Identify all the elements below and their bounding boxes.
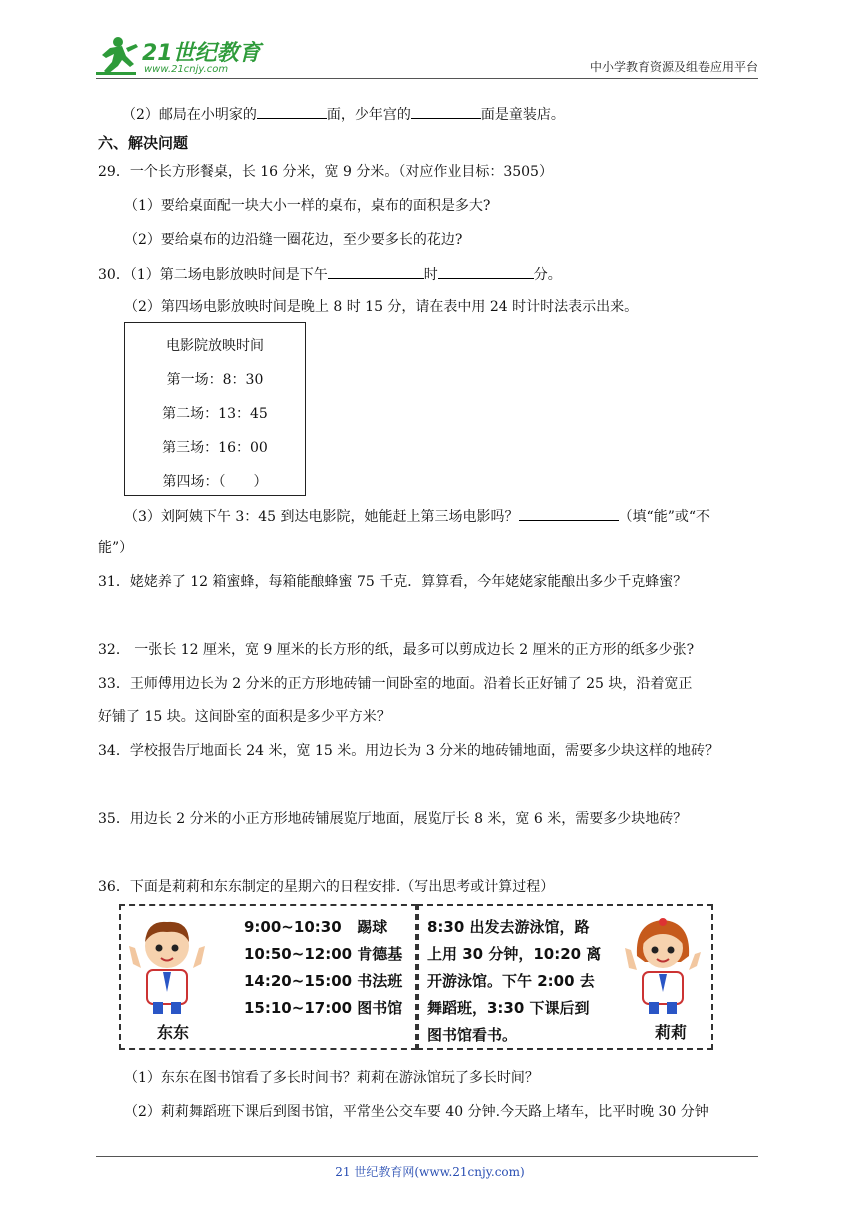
q30-p3-suffix: （填“能”或“不 bbox=[618, 509, 711, 525]
boy-avatar-icon bbox=[127, 912, 207, 1020]
question-33-line-2: 好铺了 15 块。这间卧室的面积是多少平方米？ bbox=[98, 709, 391, 725]
q30-mid: 时 bbox=[423, 267, 438, 283]
q28-mid: 面，少年宫的 bbox=[326, 107, 411, 123]
lili-name: 莉莉 bbox=[655, 1023, 688, 1042]
activity: 图书馆 bbox=[357, 999, 403, 1017]
question-33-line-1: 33．王师傅用边长为 2 分米的正方形地砖铺一间卧室的地面。沿着长正好铺了 25 块，沿着宽正 bbox=[98, 676, 693, 692]
page-footer: 21 世纪教育网(www.21cnjy.com) bbox=[335, 1165, 525, 1179]
page-header bbox=[96, 28, 758, 80]
question-28-part-2 bbox=[122, 104, 565, 125]
q30-suffix: 分。 bbox=[533, 267, 562, 283]
q30-prefix: 30．（1）第二场电影放映时间是下午 bbox=[98, 267, 328, 283]
header-divider bbox=[96, 78, 758, 79]
lili-line-3: 开游泳馆。下午 2:00 去 bbox=[427, 972, 595, 990]
table-row: 第一场：8：30 bbox=[166, 372, 264, 388]
dongdong-row-3 bbox=[244, 970, 402, 991]
dongdong-row-1 bbox=[244, 916, 387, 937]
dongdong-name: 东东 bbox=[157, 1023, 190, 1042]
girl-avatar-icon bbox=[623, 912, 703, 1020]
logo-text: 21世纪教育 bbox=[142, 41, 261, 66]
question-30-part-3-cont: 能”） bbox=[98, 540, 134, 556]
question-29-part-2: （2）要给桌布的边沿缝一圈花边，至少要多长的花边? bbox=[124, 232, 463, 248]
lili-line-2: 上用 30 分钟，10:20 离 bbox=[427, 945, 602, 963]
question-36-part-1: （1）东东在图书馆看了多长时间书？莉莉在游泳馆玩了多长时间？ bbox=[124, 1070, 539, 1086]
logo-url: www.21cnjy.com bbox=[144, 64, 229, 75]
question-30-part-2: （2）第四场电影放映时间是晚上 8 时 15 分，请在表中用 24 时计时法表示出来。 bbox=[124, 299, 639, 315]
table-row[interactable]: 第四场：（ ） bbox=[162, 474, 268, 490]
time-range: 14:20~15:00 bbox=[244, 972, 353, 990]
q28-prefix: （2）邮局在小明家的 bbox=[122, 107, 257, 123]
activity: 书法班 bbox=[357, 972, 403, 990]
table-row: 第二场：13：45 bbox=[162, 406, 268, 422]
platform-name: 中小学教育资源及组卷应用平台 bbox=[589, 60, 758, 74]
time-range: 15:10~17:00 bbox=[244, 999, 353, 1017]
answer-blank[interactable] bbox=[411, 104, 481, 119]
activity: 踢球 bbox=[357, 918, 388, 936]
question-30-part-3 bbox=[124, 506, 710, 527]
q30-p3-prefix: （3）刘阿姨下午 3：45 到达电影院，她能赶上第三场电影吗？ bbox=[124, 509, 519, 525]
dongdong-row-4 bbox=[244, 997, 402, 1018]
question-36: 36．下面是莉莉和东东制定的星期六的日程安排.（写出思考或计算过程） bbox=[98, 879, 555, 895]
q28-suffix: 面是童装店。 bbox=[480, 107, 565, 123]
question-32: 32． 一张长 12 厘米，宽 9 厘米的长方形的纸，最多可以剪成边长 2 厘米的正方形的纸多少张? bbox=[98, 642, 695, 658]
answer-blank[interactable] bbox=[438, 264, 534, 279]
question-36-part-2: （2）莉莉舞蹈班下课后到图书馆，平常坐公交车要 40 分钟.今天路上堵车，比平时晚 30 分钟 bbox=[124, 1104, 709, 1120]
site-logo bbox=[96, 34, 276, 78]
question-35: 35．用边长 2 分米的小正方形地砖铺展览厅地面，展览厅长 8 米，宽 6 米，需要多少块地砖？ bbox=[98, 811, 688, 827]
dongdong-row-2 bbox=[244, 943, 402, 964]
cinema-schedule-table bbox=[124, 322, 306, 496]
table-row: 第三场：16：00 bbox=[162, 440, 268, 456]
activity: 肯德基 bbox=[357, 945, 403, 963]
section-title: 六、解决问题 bbox=[98, 134, 189, 152]
question-29-part-1: （1）要给桌面配一块大小一样的桌布，桌布的面积是多大? bbox=[124, 198, 491, 214]
question-31: 31．姥姥养了 12 箱蜜蜂，每箱能酿蜂蜜 75 千克．算算看，今年姥姥家能酿出多少千克蜂蜜？ bbox=[98, 574, 688, 590]
answer-blank[interactable] bbox=[257, 104, 327, 119]
table-title: 电影院放映时间 bbox=[166, 338, 264, 354]
footer-divider bbox=[96, 1156, 758, 1157]
answer-blank[interactable] bbox=[519, 506, 619, 521]
time-range: 10:50~12:00 bbox=[244, 945, 353, 963]
time-range: 9:00~10:30 bbox=[244, 918, 342, 936]
question-30-part-1 bbox=[98, 264, 562, 285]
question-34: 34．学校报告厅地面长 24 米，宽 15 米。用边长为 3 分米的地砖铺地面，需要多少块这样的地砖？ bbox=[98, 743, 720, 759]
question-29: 29．一个长方形餐桌，长 16 分米，宽 9 分米。（对应作业目标：3505） bbox=[98, 164, 553, 180]
lili-line-5: 图书馆看书。 bbox=[427, 1026, 518, 1044]
schedule-image bbox=[119, 904, 713, 1054]
lili-line-4: 舞蹈班，3:30 下课后到 bbox=[427, 999, 590, 1017]
lili-line-1: 8:30 出发去游泳馆，路 bbox=[427, 918, 590, 936]
answer-blank[interactable] bbox=[328, 264, 424, 279]
